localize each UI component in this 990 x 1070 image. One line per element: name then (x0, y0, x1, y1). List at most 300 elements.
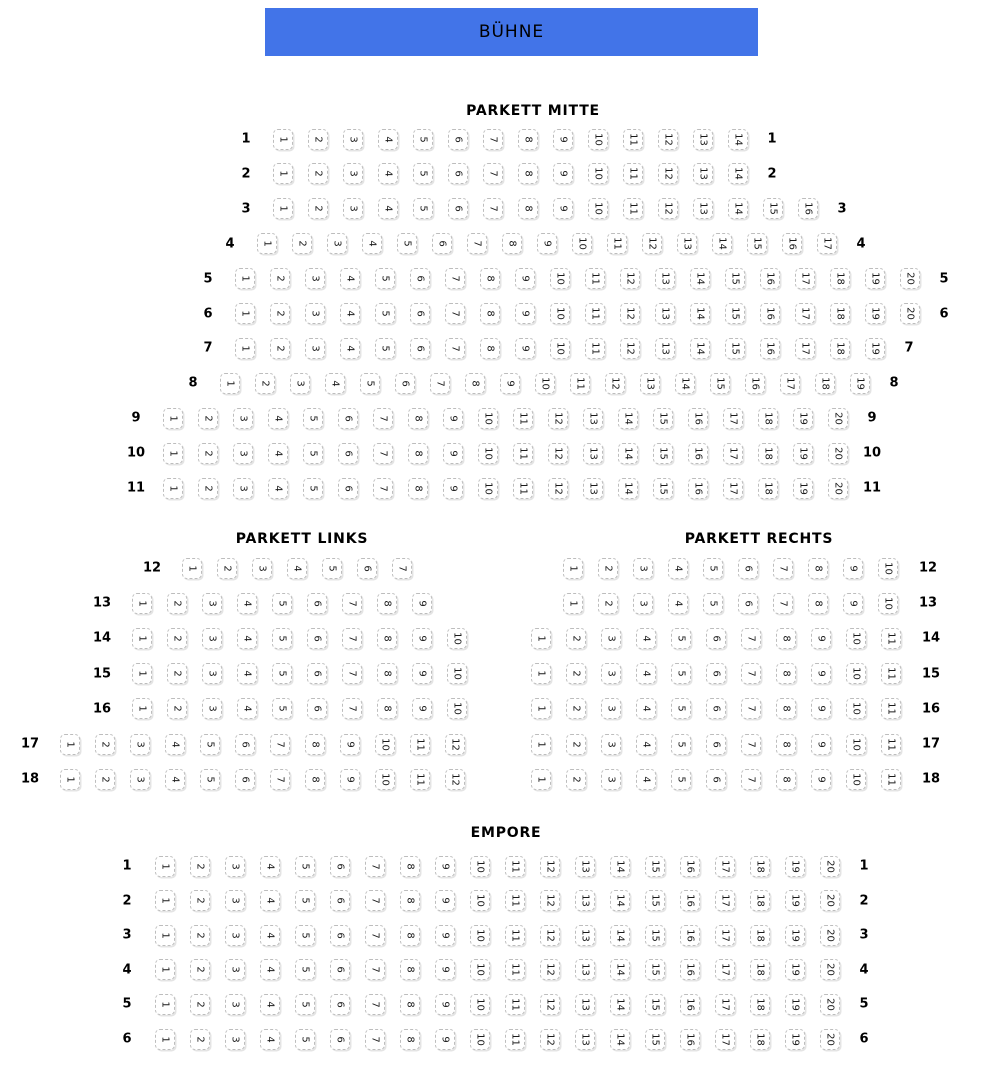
seat-parkett-mitte-row9-nr6[interactable] (338, 408, 358, 429)
seat-parkett-mitte-row6-nr10[interactable] (550, 303, 570, 324)
seat-empore-row2-nr1[interactable] (155, 890, 175, 911)
seat-empore-row4-nr1[interactable] (155, 959, 175, 980)
seat-parkett-rechts-row18-nr6[interactable] (706, 769, 726, 790)
seat-empore-row5-nr18[interactable] (750, 994, 770, 1015)
seat-parkett-mitte-row4-nr10[interactable] (572, 233, 592, 254)
seat-parkett-rechts-row16-nr4[interactable] (636, 698, 656, 719)
seat-parkett-mitte-row7-nr15[interactable] (725, 338, 745, 359)
seat-parkett-mitte-row11-nr19[interactable] (793, 478, 813, 499)
seat-parkett-mitte-row5-nr20[interactable] (900, 268, 920, 289)
seat-empore-row3-nr7[interactable] (365, 925, 385, 946)
seat-parkett-rechts-row18-nr5[interactable] (671, 769, 691, 790)
seat-parkett-mitte-row1-nr2[interactable] (308, 129, 328, 150)
seat-parkett-mitte-row7-nr5[interactable] (375, 338, 395, 359)
seat-empore-row3-nr14[interactable] (610, 925, 630, 946)
seat-parkett-links-row15-nr4[interactable] (237, 663, 257, 684)
seat-parkett-links-row18-nr4[interactable] (165, 769, 185, 790)
seat-parkett-mitte-row5-nr14[interactable] (690, 268, 710, 289)
seat-parkett-mitte-row4-nr3[interactable] (327, 233, 347, 254)
seat-parkett-links-row16-nr2[interactable] (167, 698, 187, 719)
seat-parkett-links-row18-nr3[interactable] (130, 769, 150, 790)
seat-parkett-mitte-row11-nr3[interactable] (233, 478, 253, 499)
seat-parkett-mitte-row4-nr2[interactable] (292, 233, 312, 254)
seat-parkett-mitte-row1-nr11[interactable] (623, 129, 643, 150)
seat-parkett-rechts-row18-nr3[interactable] (601, 769, 621, 790)
seat-parkett-mitte-row6-nr18[interactable] (830, 303, 850, 324)
seat-empore-row3-nr4[interactable] (260, 925, 280, 946)
seat-parkett-mitte-row4-nr4[interactable] (362, 233, 382, 254)
seat-parkett-mitte-row7-nr1[interactable] (235, 338, 255, 359)
seat-parkett-links-row18-nr12[interactable] (445, 769, 465, 790)
seat-empore-row3-nr6[interactable] (330, 925, 350, 946)
seat-parkett-mitte-row11-nr16[interactable] (688, 478, 708, 499)
seat-parkett-links-row17-nr9[interactable] (340, 734, 360, 755)
seat-parkett-mitte-row10-nr20[interactable] (828, 443, 848, 464)
seat-parkett-mitte-row5-nr19[interactable] (865, 268, 885, 289)
seat-parkett-mitte-row5-nr2[interactable] (270, 268, 290, 289)
seat-parkett-mitte-row8-nr15[interactable] (710, 373, 730, 394)
seat-parkett-rechts-row14-nr6[interactable] (706, 628, 726, 649)
seat-parkett-links-row17-nr5[interactable] (200, 734, 220, 755)
seat-parkett-mitte-row7-nr10[interactable] (550, 338, 570, 359)
seat-parkett-mitte-row5-nr9[interactable] (515, 268, 535, 289)
seat-parkett-rechts-row16-nr11[interactable] (881, 698, 901, 719)
seat-parkett-rechts-row17-nr11[interactable] (881, 734, 901, 755)
seat-parkett-links-row18-nr10[interactable] (375, 769, 395, 790)
seat-parkett-rechts-row14-nr9[interactable] (811, 628, 831, 649)
seat-empore-row6-nr19[interactable] (785, 1029, 805, 1050)
seat-parkett-rechts-row17-nr9[interactable] (811, 734, 831, 755)
seat-parkett-links-row17-nr11[interactable] (410, 734, 430, 755)
seat-parkett-mitte-row6-nr15[interactable] (725, 303, 745, 324)
seat-parkett-links-row17-nr6[interactable] (235, 734, 255, 755)
seat-empore-row1-nr20[interactable] (820, 856, 840, 877)
seat-parkett-links-row13-nr6[interactable] (307, 593, 327, 614)
seat-parkett-links-row17-nr10[interactable] (375, 734, 395, 755)
seat-parkett-mitte-row5-nr18[interactable] (830, 268, 850, 289)
seat-parkett-mitte-row5-nr15[interactable] (725, 268, 745, 289)
seat-empore-row4-nr20[interactable] (820, 959, 840, 980)
seat-parkett-rechts-row12-nr6[interactable] (738, 558, 758, 579)
seat-empore-row3-nr17[interactable] (715, 925, 735, 946)
seat-parkett-mitte-row10-nr16[interactable] (688, 443, 708, 464)
seat-parkett-rechts-row17-nr7[interactable] (741, 734, 761, 755)
seat-empore-row5-nr11[interactable] (505, 994, 525, 1015)
seat-empore-row2-nr16[interactable] (680, 890, 700, 911)
seat-parkett-mitte-row11-nr7[interactable] (373, 478, 393, 499)
seat-empore-row5-nr3[interactable] (225, 994, 245, 1015)
seat-empore-row2-nr19[interactable] (785, 890, 805, 911)
seat-parkett-rechts-row12-nr2[interactable] (598, 558, 618, 579)
seat-parkett-mitte-row10-nr3[interactable] (233, 443, 253, 464)
seat-parkett-rechts-row13-nr7[interactable] (773, 593, 793, 614)
seat-parkett-rechts-row17-nr1[interactable] (531, 734, 551, 755)
seat-parkett-mitte-row8-nr4[interactable] (325, 373, 345, 394)
seat-parkett-links-row18-nr7[interactable] (270, 769, 290, 790)
seat-empore-row2-nr4[interactable] (260, 890, 280, 911)
seat-parkett-links-row14-nr8[interactable] (377, 628, 397, 649)
seat-empore-row4-nr7[interactable] (365, 959, 385, 980)
seat-parkett-mitte-row10-nr1[interactable] (163, 443, 183, 464)
seat-parkett-mitte-row4-nr11[interactable] (607, 233, 627, 254)
seat-parkett-mitte-row3-nr15[interactable] (763, 198, 783, 219)
seat-parkett-rechts-row17-nr5[interactable] (671, 734, 691, 755)
seat-parkett-mitte-row3-nr5[interactable] (413, 198, 433, 219)
seat-empore-row1-nr5[interactable] (295, 856, 315, 877)
seat-empore-row4-nr4[interactable] (260, 959, 280, 980)
seat-parkett-links-row12-nr4[interactable] (287, 558, 307, 579)
seat-empore-row3-nr19[interactable] (785, 925, 805, 946)
seat-parkett-rechts-row14-nr1[interactable] (531, 628, 551, 649)
seat-parkett-rechts-row13-nr4[interactable] (668, 593, 688, 614)
seat-empore-row6-nr15[interactable] (645, 1029, 665, 1050)
seat-parkett-links-row15-nr10[interactable] (447, 663, 467, 684)
seat-parkett-mitte-row9-nr14[interactable] (618, 408, 638, 429)
seat-parkett-mitte-row11-nr9[interactable] (443, 478, 463, 499)
seat-parkett-rechts-row13-nr8[interactable] (808, 593, 828, 614)
seat-empore-row6-nr7[interactable] (365, 1029, 385, 1050)
seat-empore-row1-nr19[interactable] (785, 856, 805, 877)
seat-parkett-rechts-row12-nr3[interactable] (633, 558, 653, 579)
seat-parkett-mitte-row4-nr1[interactable] (257, 233, 277, 254)
seat-parkett-mitte-row7-nr18[interactable] (830, 338, 850, 359)
seat-parkett-links-row13-nr4[interactable] (237, 593, 257, 614)
seat-parkett-links-row14-nr3[interactable] (202, 628, 222, 649)
seat-empore-row3-nr18[interactable] (750, 925, 770, 946)
seat-parkett-links-row14-nr5[interactable] (272, 628, 292, 649)
seat-parkett-links-row14-nr7[interactable] (342, 628, 362, 649)
seat-parkett-mitte-row5-nr6[interactable] (410, 268, 430, 289)
seat-parkett-rechts-row13-nr5[interactable] (703, 593, 723, 614)
seat-parkett-rechts-row18-nr11[interactable] (881, 769, 901, 790)
seat-parkett-mitte-row2-nr1[interactable] (273, 163, 293, 184)
seat-parkett-rechts-row17-nr3[interactable] (601, 734, 621, 755)
seat-parkett-mitte-row9-nr7[interactable] (373, 408, 393, 429)
seat-parkett-mitte-row1-nr8[interactable] (518, 129, 538, 150)
seat-empore-row2-nr12[interactable] (540, 890, 560, 911)
seat-parkett-mitte-row3-nr4[interactable] (378, 198, 398, 219)
seat-parkett-rechts-row15-nr7[interactable] (741, 663, 761, 684)
seat-parkett-links-row17-nr12[interactable] (445, 734, 465, 755)
seat-parkett-mitte-row5-nr8[interactable] (480, 268, 500, 289)
seat-parkett-links-row15-nr3[interactable] (202, 663, 222, 684)
seat-empore-row3-nr12[interactable] (540, 925, 560, 946)
seat-empore-row6-nr16[interactable] (680, 1029, 700, 1050)
seat-parkett-mitte-row6-nr7[interactable] (445, 303, 465, 324)
seat-empore-row1-nr16[interactable] (680, 856, 700, 877)
seat-parkett-mitte-row3-nr9[interactable] (553, 198, 573, 219)
seat-empore-row6-nr8[interactable] (400, 1029, 420, 1050)
seat-empore-row4-nr12[interactable] (540, 959, 560, 980)
seat-parkett-rechts-row15-nr5[interactable] (671, 663, 691, 684)
seat-parkett-mitte-row1-nr7[interactable] (483, 129, 503, 150)
seat-parkett-mitte-row6-nr4[interactable] (340, 303, 360, 324)
seat-parkett-mitte-row6-nr20[interactable] (900, 303, 920, 324)
seat-parkett-links-row18-nr6[interactable] (235, 769, 255, 790)
seat-parkett-mitte-row10-nr8[interactable] (408, 443, 428, 464)
seat-parkett-rechts-row17-nr6[interactable] (706, 734, 726, 755)
seat-empore-row3-nr1[interactable] (155, 925, 175, 946)
seat-parkett-mitte-row6-nr2[interactable] (270, 303, 290, 324)
seat-parkett-mitte-row9-nr9[interactable] (443, 408, 463, 429)
seat-parkett-mitte-row11-nr14[interactable] (618, 478, 638, 499)
seat-empore-row6-nr14[interactable] (610, 1029, 630, 1050)
seat-parkett-links-row15-nr2[interactable] (167, 663, 187, 684)
seat-parkett-mitte-row5-nr12[interactable] (620, 268, 640, 289)
seat-empore-row5-nr17[interactable] (715, 994, 735, 1015)
seat-parkett-mitte-row4-nr15[interactable] (747, 233, 767, 254)
seat-empore-row1-nr14[interactable] (610, 856, 630, 877)
seat-empore-row4-nr5[interactable] (295, 959, 315, 980)
seat-parkett-links-row16-nr8[interactable] (377, 698, 397, 719)
seat-parkett-mitte-row11-nr15[interactable] (653, 478, 673, 499)
seat-parkett-rechts-row12-nr8[interactable] (808, 558, 828, 579)
seat-parkett-mitte-row7-nr17[interactable] (795, 338, 815, 359)
seat-parkett-mitte-row10-nr7[interactable] (373, 443, 393, 464)
seat-parkett-mitte-row10-nr4[interactable] (268, 443, 288, 464)
seat-empore-row2-nr10[interactable] (470, 890, 490, 911)
seat-empore-row2-nr6[interactable] (330, 890, 350, 911)
seat-parkett-mitte-row4-nr5[interactable] (397, 233, 417, 254)
seat-parkett-mitte-row9-nr2[interactable] (198, 408, 218, 429)
seat-empore-row5-nr9[interactable] (435, 994, 455, 1015)
seat-parkett-links-row13-nr1[interactable] (132, 593, 152, 614)
seat-empore-row1-nr6[interactable] (330, 856, 350, 877)
seat-parkett-mitte-row2-nr7[interactable] (483, 163, 503, 184)
seat-parkett-rechts-row15-nr9[interactable] (811, 663, 831, 684)
seat-empore-row6-nr5[interactable] (295, 1029, 315, 1050)
seat-parkett-mitte-row6-nr19[interactable] (865, 303, 885, 324)
seat-empore-row6-nr6[interactable] (330, 1029, 350, 1050)
seat-parkett-rechts-row13-nr2[interactable] (598, 593, 618, 614)
seat-parkett-mitte-row9-nr11[interactable] (513, 408, 533, 429)
seat-parkett-links-row16-nr6[interactable] (307, 698, 327, 719)
seat-parkett-mitte-row5-nr11[interactable] (585, 268, 605, 289)
seat-parkett-mitte-row8-nr11[interactable] (570, 373, 590, 394)
seat-parkett-mitte-row9-nr4[interactable] (268, 408, 288, 429)
seat-parkett-links-row15-nr1[interactable] (132, 663, 152, 684)
seat-parkett-mitte-row9-nr20[interactable] (828, 408, 848, 429)
seat-parkett-rechts-row16-nr3[interactable] (601, 698, 621, 719)
seat-parkett-mitte-row10-nr6[interactable] (338, 443, 358, 464)
seat-empore-row2-nr8[interactable] (400, 890, 420, 911)
seat-parkett-links-row14-nr6[interactable] (307, 628, 327, 649)
seat-empore-row1-nr17[interactable] (715, 856, 735, 877)
seat-parkett-mitte-row3-nr14[interactable] (728, 198, 748, 219)
seat-parkett-mitte-row8-nr14[interactable] (675, 373, 695, 394)
seat-parkett-links-row18-nr5[interactable] (200, 769, 220, 790)
seat-parkett-mitte-row3-nr13[interactable] (693, 198, 713, 219)
seat-empore-row1-nr9[interactable] (435, 856, 455, 877)
seat-parkett-rechts-row12-nr10[interactable] (878, 558, 898, 579)
seat-parkett-mitte-row1-nr4[interactable] (378, 129, 398, 150)
seat-parkett-mitte-row10-nr13[interactable] (583, 443, 603, 464)
seat-parkett-mitte-row2-nr13[interactable] (693, 163, 713, 184)
seat-parkett-links-row14-nr9[interactable] (412, 628, 432, 649)
seat-parkett-mitte-row8-nr13[interactable] (640, 373, 660, 394)
seat-empore-row5-nr14[interactable] (610, 994, 630, 1015)
seat-parkett-rechts-row16-nr2[interactable] (566, 698, 586, 719)
seat-empore-row6-nr10[interactable] (470, 1029, 490, 1050)
seat-parkett-mitte-row11-nr18[interactable] (758, 478, 778, 499)
seat-parkett-mitte-row11-nr17[interactable] (723, 478, 743, 499)
seat-parkett-rechts-row17-nr10[interactable] (846, 734, 866, 755)
seat-parkett-mitte-row8-nr2[interactable] (255, 373, 275, 394)
seat-parkett-mitte-row6-nr17[interactable] (795, 303, 815, 324)
seat-empore-row6-nr18[interactable] (750, 1029, 770, 1050)
seat-empore-row6-nr2[interactable] (190, 1029, 210, 1050)
seat-parkett-mitte-row7-nr14[interactable] (690, 338, 710, 359)
seat-empore-row5-nr15[interactable] (645, 994, 665, 1015)
seat-parkett-links-row18-nr11[interactable] (410, 769, 430, 790)
seat-parkett-mitte-row4-nr16[interactable] (782, 233, 802, 254)
seat-parkett-mitte-row5-nr5[interactable] (375, 268, 395, 289)
seat-empore-row4-nr10[interactable] (470, 959, 490, 980)
seat-parkett-rechts-row16-nr8[interactable] (776, 698, 796, 719)
seat-parkett-mitte-row1-nr6[interactable] (448, 129, 468, 150)
seat-empore-row5-nr10[interactable] (470, 994, 490, 1015)
seat-empore-row5-nr7[interactable] (365, 994, 385, 1015)
seat-parkett-mitte-row2-nr14[interactable] (728, 163, 748, 184)
seat-parkett-mitte-row2-nr3[interactable] (343, 163, 363, 184)
seat-parkett-rechts-row18-nr4[interactable] (636, 769, 656, 790)
seat-parkett-mitte-row1-nr3[interactable] (343, 129, 363, 150)
seat-parkett-links-row17-nr4[interactable] (165, 734, 185, 755)
seat-parkett-mitte-row2-nr8[interactable] (518, 163, 538, 184)
seat-parkett-rechts-row12-nr7[interactable] (773, 558, 793, 579)
seat-empore-row6-nr1[interactable] (155, 1029, 175, 1050)
seat-parkett-mitte-row3-nr6[interactable] (448, 198, 468, 219)
seat-empore-row5-nr20[interactable] (820, 994, 840, 1015)
seat-parkett-mitte-row5-nr7[interactable] (445, 268, 465, 289)
seat-parkett-mitte-row3-nr2[interactable] (308, 198, 328, 219)
seat-parkett-rechts-row14-nr11[interactable] (881, 628, 901, 649)
seat-empore-row1-nr11[interactable] (505, 856, 525, 877)
seat-parkett-mitte-row10-nr15[interactable] (653, 443, 673, 464)
seat-empore-row1-nr7[interactable] (365, 856, 385, 877)
seat-empore-row5-nr5[interactable] (295, 994, 315, 1015)
seat-parkett-mitte-row4-nr9[interactable] (537, 233, 557, 254)
seat-parkett-mitte-row10-nr9[interactable] (443, 443, 463, 464)
seat-parkett-mitte-row8-nr3[interactable] (290, 373, 310, 394)
seat-parkett-mitte-row11-nr4[interactable] (268, 478, 288, 499)
seat-empore-row3-nr10[interactable] (470, 925, 490, 946)
seat-parkett-links-row13-nr5[interactable] (272, 593, 292, 614)
seat-empore-row5-nr13[interactable] (575, 994, 595, 1015)
seat-parkett-links-row13-nr2[interactable] (167, 593, 187, 614)
seat-parkett-mitte-row8-nr5[interactable] (360, 373, 380, 394)
seat-parkett-mitte-row2-nr10[interactable] (588, 163, 608, 184)
seat-parkett-rechts-row18-nr7[interactable] (741, 769, 761, 790)
seat-empore-row4-nr13[interactable] (575, 959, 595, 980)
seat-parkett-links-row18-nr1[interactable] (60, 769, 80, 790)
seat-empore-row1-nr8[interactable] (400, 856, 420, 877)
seat-parkett-mitte-row10-nr5[interactable] (303, 443, 323, 464)
seat-parkett-mitte-row3-nr16[interactable] (798, 198, 818, 219)
seat-parkett-links-row12-nr2[interactable] (217, 558, 237, 579)
seat-parkett-rechts-row14-nr2[interactable] (566, 628, 586, 649)
seat-parkett-mitte-row1-nr5[interactable] (413, 129, 433, 150)
seat-parkett-mitte-row6-nr13[interactable] (655, 303, 675, 324)
seat-parkett-rechts-row12-nr5[interactable] (703, 558, 723, 579)
seat-parkett-rechts-row16-nr10[interactable] (846, 698, 866, 719)
seat-parkett-mitte-row11-nr6[interactable] (338, 478, 358, 499)
seat-parkett-rechts-row14-nr7[interactable] (741, 628, 761, 649)
seat-empore-row2-nr11[interactable] (505, 890, 525, 911)
seat-parkett-rechts-row16-nr1[interactable] (531, 698, 551, 719)
seat-empore-row4-nr9[interactable] (435, 959, 455, 980)
seat-parkett-links-row12-nr1[interactable] (182, 558, 202, 579)
seat-empore-row2-nr17[interactable] (715, 890, 735, 911)
seat-parkett-mitte-row8-nr1[interactable] (220, 373, 240, 394)
seat-parkett-mitte-row3-nr8[interactable] (518, 198, 538, 219)
seat-parkett-mitte-row10-nr18[interactable] (758, 443, 778, 464)
seat-empore-row3-nr16[interactable] (680, 925, 700, 946)
seat-empore-row2-nr13[interactable] (575, 890, 595, 911)
seat-parkett-rechts-row15-nr2[interactable] (566, 663, 586, 684)
seat-parkett-rechts-row13-nr1[interactable] (563, 593, 583, 614)
seat-empore-row4-nr6[interactable] (330, 959, 350, 980)
seat-parkett-mitte-row8-nr6[interactable] (395, 373, 415, 394)
seat-parkett-mitte-row8-nr19[interactable] (850, 373, 870, 394)
seat-parkett-mitte-row7-nr19[interactable] (865, 338, 885, 359)
seat-parkett-rechts-row15-nr1[interactable] (531, 663, 551, 684)
seat-parkett-mitte-row8-nr16[interactable] (745, 373, 765, 394)
seat-parkett-mitte-row6-nr6[interactable] (410, 303, 430, 324)
seat-parkett-rechts-row18-nr8[interactable] (776, 769, 796, 790)
seat-parkett-mitte-row8-nr7[interactable] (430, 373, 450, 394)
seat-parkett-rechts-row12-nr1[interactable] (563, 558, 583, 579)
seat-parkett-mitte-row7-nr7[interactable] (445, 338, 465, 359)
seat-parkett-mitte-row4-nr14[interactable] (712, 233, 732, 254)
seat-parkett-mitte-row10-nr14[interactable] (618, 443, 638, 464)
seat-parkett-mitte-row1-nr1[interactable] (273, 129, 293, 150)
seat-parkett-links-row13-nr3[interactable] (202, 593, 222, 614)
seat-parkett-links-row12-nr3[interactable] (252, 558, 272, 579)
seat-empore-row1-nr13[interactable] (575, 856, 595, 877)
seat-parkett-links-row15-nr8[interactable] (377, 663, 397, 684)
seat-parkett-mitte-row6-nr1[interactable] (235, 303, 255, 324)
seat-parkett-mitte-row6-nr8[interactable] (480, 303, 500, 324)
seat-parkett-mitte-row5-nr10[interactable] (550, 268, 570, 289)
seat-parkett-mitte-row6-nr14[interactable] (690, 303, 710, 324)
seat-parkett-mitte-row4-nr12[interactable] (642, 233, 662, 254)
seat-parkett-mitte-row1-nr9[interactable] (553, 129, 573, 150)
seat-parkett-links-row18-nr9[interactable] (340, 769, 360, 790)
seat-empore-row1-nr3[interactable] (225, 856, 245, 877)
seat-empore-row1-nr12[interactable] (540, 856, 560, 877)
seat-parkett-rechts-row16-nr6[interactable] (706, 698, 726, 719)
seat-parkett-links-row14-nr4[interactable] (237, 628, 257, 649)
seat-parkett-links-row15-nr7[interactable] (342, 663, 362, 684)
seat-parkett-mitte-row10-nr11[interactable] (513, 443, 533, 464)
seat-parkett-links-row13-nr9[interactable] (412, 593, 432, 614)
seat-empore-row3-nr13[interactable] (575, 925, 595, 946)
seat-parkett-mitte-row4-nr7[interactable] (467, 233, 487, 254)
seat-empore-row3-nr3[interactable] (225, 925, 245, 946)
seat-empore-row1-nr4[interactable] (260, 856, 280, 877)
seat-empore-row5-nr2[interactable] (190, 994, 210, 1015)
seat-parkett-links-row13-nr7[interactable] (342, 593, 362, 614)
seat-parkett-links-row16-nr3[interactable] (202, 698, 222, 719)
seat-parkett-rechts-row15-nr10[interactable] (846, 663, 866, 684)
seat-parkett-mitte-row11-nr13[interactable] (583, 478, 603, 499)
seat-parkett-rechts-row16-nr9[interactable] (811, 698, 831, 719)
seat-parkett-mitte-row9-nr1[interactable] (163, 408, 183, 429)
seat-empore-row5-nr1[interactable] (155, 994, 175, 1015)
seat-parkett-links-row17-nr7[interactable] (270, 734, 290, 755)
seat-parkett-rechts-row14-nr10[interactable] (846, 628, 866, 649)
